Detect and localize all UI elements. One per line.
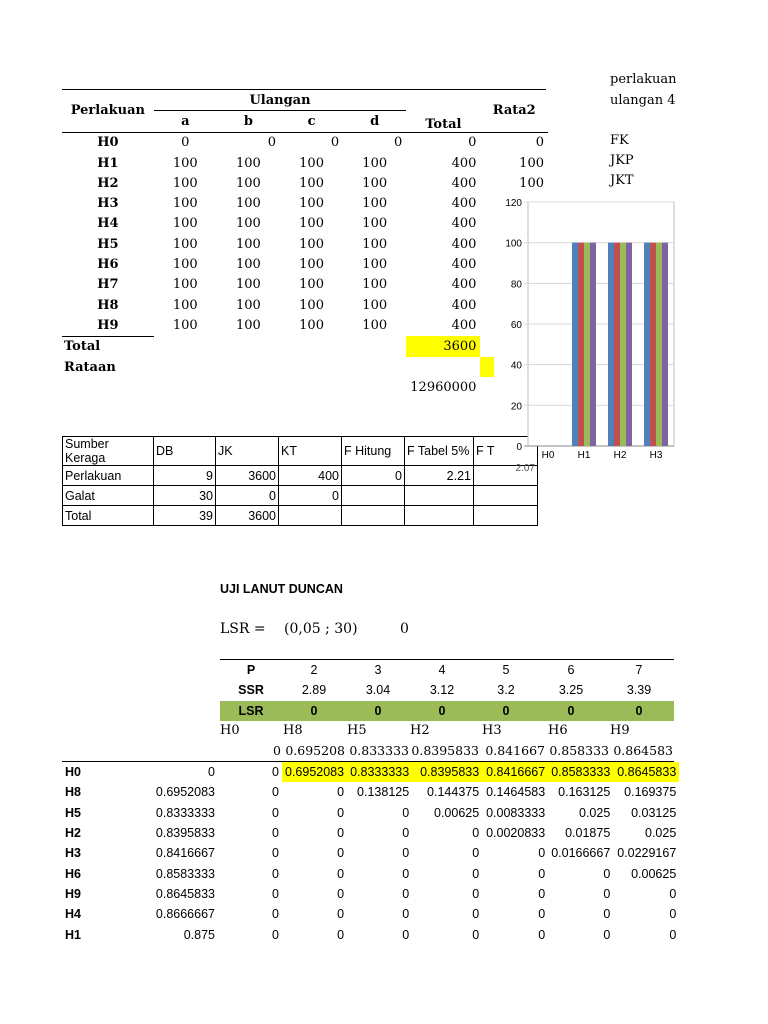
matrix-cell: 0 [603, 907, 611, 922]
matrix-cell: 0 [402, 866, 410, 881]
table-row [62, 234, 548, 254]
chart-bar [620, 243, 626, 446]
matrix-row-name: H5 [65, 805, 81, 820]
lsr-label: LSR = [220, 621, 266, 637]
matrix-cell: 0 [472, 927, 480, 942]
matrix-cell: 0 [538, 907, 546, 922]
matrix-cell: 0.144375 [427, 785, 480, 800]
lsr-value: 0 [400, 621, 409, 637]
chart-y-tick-label: 0 [516, 442, 522, 453]
cell-rata2: 0 [535, 135, 544, 151]
table-row [62, 193, 548, 213]
matrix-cell: 0.8583333 [548, 762, 613, 782]
cell-a: 100 [172, 236, 198, 252]
ssr-cell: 3.12 [429, 683, 455, 698]
matrix-row-name: H8 [65, 785, 81, 800]
cell-c: 100 [299, 318, 324, 334]
matrix-cell: 0 [272, 886, 279, 901]
matrix-row-name: H6 [65, 866, 81, 881]
ssr-cell: 0 [604, 701, 674, 721]
row-name: H1 [97, 155, 119, 171]
ssr-cell: 0 [410, 701, 474, 721]
cell-total: 400 [451, 175, 477, 191]
matrix-cell: 0 [402, 927, 410, 942]
matrix-cell: 0 [472, 886, 480, 901]
cell-d: 100 [362, 257, 388, 273]
ssr-cell: 0 [474, 701, 538, 721]
matrix-cell: 0.025 [579, 805, 611, 820]
matrix-cell: 0.6952083 [282, 762, 347, 782]
duncan-title: UJI LANUT DUNCAN [220, 582, 343, 596]
anova-cell: 0 [342, 466, 405, 486]
ssr-row [220, 680, 674, 700]
matrix-cell: 0 [402, 805, 410, 820]
anova-cell [342, 506, 405, 526]
ssr-cell: 3 [374, 663, 382, 678]
matrix-cell: 0 [402, 846, 410, 861]
ssr-cell: 3.2 [497, 683, 515, 698]
row-name: H0 [97, 135, 119, 151]
anova-cell: Perlakuan [63, 466, 154, 486]
table-row [62, 315, 548, 336]
matrix-row [62, 762, 679, 782]
matrix-cell: 0 [272, 826, 279, 841]
cell-b: 100 [236, 297, 261, 313]
matrix-row-mean: 0.875 [183, 927, 215, 942]
cell-a: 100 [172, 318, 198, 334]
matrix-cell: 0 [472, 826, 480, 841]
matrix-row-mean: 0 [208, 765, 215, 780]
cell-c: 100 [299, 257, 324, 273]
matrix-cell: 0.00625 [434, 805, 480, 820]
matrix-cell: 0.0020833 [486, 826, 546, 841]
comparison-col-name: H8 [283, 723, 303, 738]
row-name: H7 [97, 277, 119, 293]
matrix-row [62, 924, 679, 944]
anova-cell: 2.21 [405, 466, 474, 486]
matrix-cell: 0.169375 [624, 785, 677, 800]
anova-header: F T [474, 437, 538, 466]
row-name: H2 [97, 175, 119, 191]
matrix-row [62, 843, 679, 863]
matrix-cell: 0 [272, 805, 279, 820]
cell-b: 100 [236, 318, 261, 334]
cell-total: 0 [468, 135, 477, 151]
table-row [62, 295, 548, 315]
ssr-cell: 7 [635, 663, 643, 678]
comparison-col-mean: 0.841667 [485, 743, 545, 758]
row-name: H8 [97, 297, 119, 313]
anova-cell: 3600 [216, 506, 279, 526]
chart-x-tick-label: H1 [577, 450, 591, 461]
matrix-cell: 0.0083333 [486, 805, 546, 820]
cell-c: 100 [299, 236, 324, 252]
chart-y-tick-label: 20 [510, 401, 522, 413]
anova-row [63, 486, 538, 506]
grand-total: 3600 [406, 336, 480, 357]
row-name: H5 [97, 236, 119, 252]
matrix-cell: 0 [272, 866, 279, 881]
comparison-col-mean: 0.8395833 [411, 743, 479, 758]
note-jkt: JKT [610, 173, 634, 188]
comparison-matrix [62, 762, 679, 945]
cell-b: 100 [236, 155, 261, 171]
cell-rata2: 100 [519, 155, 544, 171]
subheader-d: d [370, 113, 380, 129]
ssr-row [220, 660, 674, 681]
anova-cell: 9 [154, 466, 216, 486]
anova-cell: Total [63, 506, 154, 526]
matrix-cell: 0 [272, 907, 279, 922]
cell-d: 100 [362, 318, 388, 334]
ssr-row [220, 701, 674, 721]
cell-c: 100 [299, 277, 324, 293]
data-table [62, 90, 548, 397]
cell-a: 100 [172, 257, 198, 273]
bar-chart [500, 194, 680, 466]
note-perlakuan: perlakuan [610, 72, 677, 87]
chart-y-tick-label: 60 [510, 320, 522, 331]
matrix-row-name: H2 [65, 826, 81, 841]
anova-table [62, 436, 538, 526]
matrix-row-mean: 0.8416667 [155, 846, 215, 861]
comparison-col-mean: 0.858333 [549, 743, 609, 758]
matrix-cell: 0 [603, 927, 611, 942]
matrix-cell: 0.00625 [631, 866, 677, 881]
matrix-cell: 0 [402, 826, 410, 841]
header-ulangan: Ulangan [154, 90, 407, 111]
anova-cell: 0 [279, 486, 342, 506]
anova-cell [405, 506, 474, 526]
comparison-col-name: H5 [347, 723, 367, 738]
ssr-cell: 4 [438, 663, 446, 678]
cell-total: 400 [451, 277, 477, 293]
subheader-c: c [307, 113, 316, 129]
matrix-cell: 0 [272, 785, 279, 800]
matrix-row-mean: 0.8666667 [155, 907, 215, 922]
cell-a: 0 [181, 135, 190, 151]
anova-cell: 3600 [216, 466, 279, 486]
cell-b: 0 [267, 135, 276, 151]
matrix-cell: 0 [337, 866, 345, 881]
header-rata2: Rata2 [492, 103, 536, 119]
chart-bar [626, 243, 632, 446]
matrix-cell: 0 [337, 826, 345, 841]
row-name: H3 [97, 196, 119, 212]
ssr-cell: 3.25 [558, 683, 584, 698]
cell-c: 0 [330, 135, 340, 151]
matrix-cell: 0.0166667 [551, 846, 611, 861]
note-fk: FK [610, 133, 629, 148]
matrix-cell: 0 [337, 927, 345, 942]
chart-bar [662, 243, 668, 446]
matrix-row-name: H3 [65, 846, 81, 861]
chart-x-tick-label: H0 [541, 450, 555, 461]
cell-a: 100 [172, 175, 198, 191]
cell-d: 100 [362, 277, 388, 293]
note-jkp: JKP [610, 153, 634, 168]
ssr-cell: 6 [567, 663, 575, 678]
cell-total: 400 [451, 236, 477, 252]
ssr-cell: 5 [502, 663, 510, 678]
cell-d: 100 [362, 297, 388, 313]
matrix-cell: 0 [402, 907, 410, 922]
cell-c: 100 [299, 155, 324, 171]
ssr-cell: 2.89 [301, 683, 327, 698]
anova-cell: 0 [216, 486, 279, 506]
fk-value: 12960000 [410, 379, 477, 395]
chart-y-tick-label: 80 [510, 279, 522, 291]
matrix-cell: 0.8416667 [482, 762, 548, 782]
row-name: H4 [97, 216, 119, 232]
chart-bar [584, 243, 590, 446]
matrix-row [62, 803, 679, 823]
cell-a: 100 [172, 196, 198, 212]
matrix-cell: 0.138125 [357, 785, 410, 800]
anova-header: F Hitung [342, 437, 405, 466]
matrix-cell: 0.03125 [631, 805, 677, 820]
cell-d: 100 [362, 216, 388, 232]
header-perlakuan: Perlakuan [70, 103, 145, 119]
cell-total: 400 [451, 257, 477, 273]
comparison-col-mean: 0 [273, 743, 281, 758]
cell-b: 100 [236, 216, 261, 232]
chart-bar [656, 243, 662, 446]
cell-rata2: 100 [519, 175, 544, 191]
matrix-cell: 0.8395833 [412, 762, 482, 782]
anova-cell: 2.07 [474, 466, 538, 486]
table-row [62, 173, 548, 193]
cell-total: 400 [451, 318, 477, 334]
comparison-col-name: H6 [548, 723, 568, 738]
chart-bar [614, 243, 620, 446]
matrix-cell: 0.8333333 [347, 762, 412, 782]
matrix-cell: 0 [402, 886, 410, 901]
anova-header: KT [279, 437, 342, 466]
matrix-cell: 0 [472, 907, 480, 922]
anova-cell [405, 486, 474, 506]
anova-header: JK [216, 437, 279, 466]
ssr-row-label: SSR [238, 683, 264, 698]
matrix-row [62, 782, 679, 802]
cell-c: 100 [299, 297, 324, 313]
cell-total: 400 [451, 216, 477, 232]
ssr-cell: 3.04 [365, 683, 391, 698]
ssr-row-label: P [246, 663, 256, 678]
matrix-cell: 0 [337, 805, 345, 820]
cell-b: 100 [236, 236, 261, 252]
anova-header: DB [154, 437, 216, 466]
matrix-row-mean: 0.8333333 [155, 805, 215, 820]
cell-b: 100 [236, 257, 261, 273]
matrix-cell: 0 [337, 886, 345, 901]
matrix-row-mean: 0.6952083 [155, 785, 215, 800]
matrix-cell: 0.0229167 [617, 846, 677, 861]
matrix-cell: 0 [669, 927, 677, 942]
cell-total: 400 [451, 196, 477, 212]
cell-c: 100 [299, 216, 324, 232]
comparison-col-mean: 0.833333 [349, 743, 409, 758]
matrix-cell: 0.025 [645, 826, 677, 841]
anova-cell: 400 [279, 466, 342, 486]
chart-y-tick-label: 120 [505, 198, 522, 209]
comparison-col-mean: 0.864583 [613, 743, 673, 758]
anova-row [63, 466, 538, 486]
anova-cell [279, 506, 342, 526]
chart-bar [572, 243, 578, 446]
matrix-cell: 0.01875 [565, 826, 611, 841]
matrix-cell: 0 [669, 907, 677, 922]
cell-b: 100 [236, 175, 261, 191]
subheader-b: b [243, 113, 253, 129]
ssr-row-label: LSR [220, 701, 282, 721]
cell-total: 400 [451, 297, 477, 313]
rataan-label: Rataan [64, 359, 116, 375]
matrix-cell: 0.8645833 [613, 762, 679, 782]
chart-bar [590, 243, 596, 446]
ssr-cell: 0 [346, 701, 410, 721]
matrix-cell: 0.1464583 [486, 785, 546, 800]
ssr-cell: 0 [282, 701, 346, 721]
chart-y-tick-label: 100 [505, 238, 522, 250]
comparison-col-name: H2 [410, 723, 430, 738]
comparison-col-name: H0 [220, 723, 240, 738]
comparison-col-name: H9 [610, 723, 630, 738]
matrix-cell: 0 [538, 846, 546, 861]
ssr-table [220, 659, 674, 721]
total-label: Total [62, 336, 154, 357]
cell-d: 100 [362, 236, 388, 252]
lsr-params: (0,05 ; 30) [284, 621, 358, 637]
matrix-cell: 0 [337, 907, 345, 922]
cell-a: 100 [172, 155, 198, 171]
chart-x-tick-label: H3 [649, 450, 663, 461]
cell-a: 100 [172, 216, 198, 232]
matrix-row [62, 904, 679, 924]
ssr-cell: 0 [538, 701, 604, 721]
cell-d: 100 [362, 155, 388, 171]
chart-bar [578, 243, 584, 446]
anova-cell [342, 486, 405, 506]
anova-row [63, 506, 538, 526]
matrix-cell: 0 [538, 866, 546, 881]
row-name: H6 [97, 257, 119, 273]
ssr-cell: 3.39 [626, 683, 652, 698]
subheader-a: a [181, 113, 190, 129]
anova-cell: Galat [63, 486, 154, 506]
matrix-row-name: H9 [65, 886, 81, 901]
matrix-row [62, 863, 679, 883]
cell-c: 100 [299, 196, 324, 212]
anova-cell: 30 [154, 486, 216, 506]
anova-header: Sumber Keraga [63, 437, 154, 466]
matrix-cell: 0.163125 [558, 785, 611, 800]
matrix-cell: 0 [272, 846, 279, 861]
header-total: Total [425, 116, 462, 132]
matrix-cell: 0 [337, 785, 345, 800]
cell-c: 100 [299, 175, 324, 191]
chart-bar [644, 243, 650, 446]
matrix-cell: 0 [603, 866, 611, 881]
matrix-cell: 0 [272, 765, 279, 780]
matrix-cell: 0 [669, 886, 677, 901]
cell-d: 100 [362, 196, 388, 212]
matrix-row-name: H0 [65, 765, 81, 780]
table-row [62, 214, 548, 234]
cell-d: 0 [394, 135, 403, 151]
cell-a: 100 [172, 297, 198, 313]
rataan-highlight [480, 357, 494, 377]
matrix-cell: 0 [472, 846, 480, 861]
anova-cell [474, 506, 538, 526]
chart-y-tick-label: 40 [510, 360, 522, 372]
matrix-row-mean: 0.8583333 [155, 866, 215, 881]
table-row [62, 153, 548, 173]
matrix-cell: 0 [538, 886, 546, 901]
cell-d: 100 [362, 175, 388, 191]
matrix-cell: 0 [603, 886, 611, 901]
matrix-row-mean: 0.8645833 [155, 886, 215, 901]
comparison-col-mean: 0.695208 [285, 743, 345, 758]
anova-cell: 39 [154, 506, 216, 526]
matrix-row-name: H4 [65, 907, 81, 922]
table-row [62, 254, 548, 274]
table-row [62, 132, 548, 153]
cell-b: 100 [236, 196, 261, 212]
matrix-cell: 0 [538, 927, 546, 942]
matrix-row-mean: 0.8395833 [155, 826, 215, 841]
cell-total: 400 [451, 155, 477, 171]
matrix-row [62, 823, 679, 843]
matrix-cell: 0 [272, 927, 279, 942]
matrix-row-name: H1 [65, 927, 81, 942]
anova-cell [474, 486, 538, 506]
cell-b: 100 [236, 277, 261, 293]
comparison-col-name: H3 [482, 723, 502, 738]
chart-x-tick-label: H2 [613, 450, 627, 461]
matrix-cell: 0 [337, 846, 345, 861]
chart-bar [608, 243, 614, 446]
ssr-cell: 2 [310, 663, 318, 678]
anova-header: F Tabel 5% [405, 437, 474, 466]
table-row [62, 275, 548, 295]
anova-header-row [63, 437, 538, 466]
matrix-cell: 0 [472, 866, 480, 881]
note-ulangan: ulangan 4 [610, 93, 676, 108]
matrix-row [62, 884, 679, 904]
cell-a: 100 [172, 277, 198, 293]
chart-bar [650, 243, 656, 446]
row-name: H9 [97, 317, 119, 333]
